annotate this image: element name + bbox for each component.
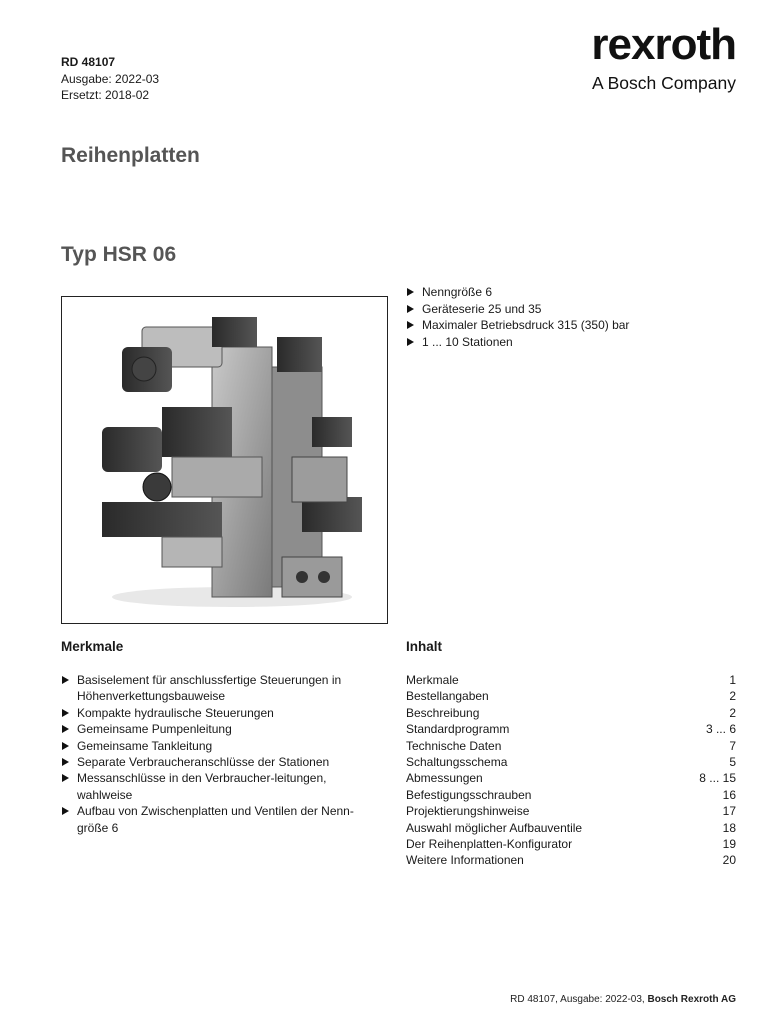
toc-row[interactable] [406, 705, 736, 721]
feature-list [406, 284, 736, 350]
toc-row[interactable] [406, 787, 736, 803]
page-subtitle: Typ HSR 06 [61, 243, 177, 266]
logo-wordmark: rexroth [591, 20, 736, 69]
toc-page: 7 [729, 738, 736, 753]
toc-row[interactable] [406, 803, 736, 819]
toc-row[interactable] [406, 688, 736, 704]
toc-page: 18 [722, 820, 736, 835]
merkmale-item: Aufbau von Zwischenplatten und Ventilen der Nenn-größe 6 [61, 803, 379, 836]
toc-label: Merkmale [406, 673, 459, 687]
toc-page: 1 [729, 673, 736, 687]
feature-item: 1 ... 10 Stationen [406, 334, 736, 351]
toc-label: Beschreibung [406, 705, 480, 720]
toc-page: 20 [722, 853, 736, 868]
toc-page: 19 [722, 837, 736, 852]
toc-page: 2 [729, 689, 736, 704]
page-title: Reihenplatten [61, 144, 200, 167]
feature-item: Nenngröße 6 [406, 284, 736, 301]
toc-label: Weitere Informationen [406, 853, 524, 868]
toc-row[interactable] [406, 770, 736, 786]
merkmale-item: Kompakte hydraulische Steuerungen [61, 705, 379, 721]
toc-label: Standardprogramm [406, 722, 510, 737]
valve-stack-image [62, 297, 387, 623]
toc-row[interactable] [406, 672, 736, 688]
feature-item: Geräteserie 25 und 35 [406, 301, 736, 318]
toc-label: Der Reihenplatten-Konfigurator [406, 837, 573, 852]
toc-row[interactable] [406, 754, 736, 770]
merkmale-list [61, 672, 379, 836]
merkmale-item: Gemeinsame Pumpenleitung [61, 721, 379, 737]
toc-row[interactable] [406, 738, 736, 754]
footer-company: Bosch Rexroth AG [647, 994, 736, 1005]
merkmale-item: Basiselement für anschlussfertige Steuerungen in Höhenverkettungsbauweise [61, 672, 379, 705]
document-meta [61, 54, 159, 104]
rexroth-logo [556, 22, 736, 94]
feature-item: Maximaler Betriebsdruck 315 (350) bar [406, 317, 736, 334]
product-photo [61, 296, 388, 624]
toc-label: Projektierungshinweise [406, 804, 530, 819]
toc-label: Schaltungsschema [406, 755, 508, 770]
footer-text: RD 48107, Ausgabe: 2022-03, [510, 994, 648, 1005]
merkmale-item: Gemeinsame Tankleitung [61, 738, 379, 754]
replaces-date: Ersetzt: 2018-02 [61, 88, 150, 102]
toc-page: 3 ... 6 [705, 722, 736, 737]
logo-tagline: A Bosch Company [592, 73, 736, 93]
toc-row[interactable] [406, 721, 736, 737]
toc-row[interactable] [406, 820, 736, 836]
merkmale-heading: Merkmale [61, 639, 124, 654]
document-number: RD 48107 [61, 55, 116, 69]
toc-label: Bestellangaben [406, 689, 489, 704]
toc-label: Abmessungen [406, 771, 483, 786]
toc-page: 5 [729, 755, 736, 770]
toc-page: 8 ... 15 [699, 771, 736, 786]
toc-label: Auswahl möglicher Aufbauventile [406, 820, 583, 835]
merkmale-item: Messanschlüsse in den Verbraucher-leitungen, wahlweise [61, 770, 379, 803]
edition-date: Ausgabe: 2022-03 [61, 71, 160, 86]
merkmale-item: Separate Verbraucheranschlüsse der Stationen [61, 754, 379, 770]
toc-row[interactable] [406, 852, 736, 868]
toc-page: 17 [722, 804, 736, 819]
inhalt-heading: Inhalt [406, 639, 442, 654]
toc-label: Befestigungsschrauben [406, 787, 532, 802]
toc-label: Technische Daten [406, 738, 502, 753]
table-of-contents [406, 672, 736, 869]
toc-page: 16 [722, 787, 736, 802]
page-footer [510, 994, 736, 1005]
toc-row[interactable] [406, 836, 736, 852]
toc-page: 2 [729, 705, 736, 720]
